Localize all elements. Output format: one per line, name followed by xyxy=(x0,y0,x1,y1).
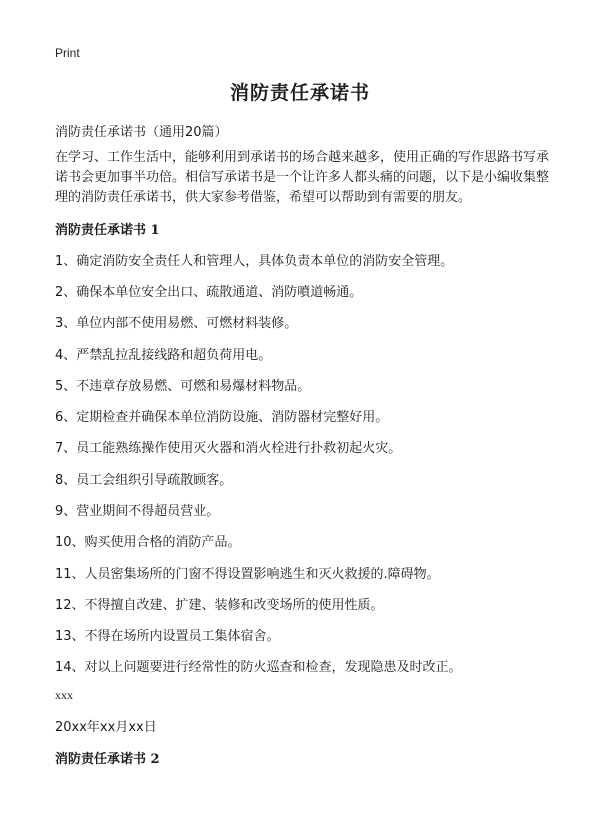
list-item: 2、确保本单位安全出口、疏散通道、消防噴道畅通。 xyxy=(55,285,363,300)
document-title: 消防责任承诺书 xyxy=(229,82,370,104)
document-subtitle: 消防责任承诺书（通用20篇） xyxy=(55,125,228,140)
list-item: 6、定期检查并确保本单位消防设施、消防器材完整好用。 xyxy=(55,410,389,425)
list-item: 10、购买使用合格的消防产品。 xyxy=(55,535,241,550)
intro-paragraph: 在学习、工作生活中，能够利用到承诺书的场合越来越多，使用正确的写作思路书写承诺书会更加事半功倍。相信写承诺书是一个让许多人都头痛的问题，以下是小编收集整理的消防责任承诺书，供大家参考借鉴，希望可以帮助到有需要的朋友。 xyxy=(55,150,550,205)
list-item: 13、不得在场所内设置员工集体宿舍。 xyxy=(55,629,280,644)
list-item: 14、对以上问题要进行经常性的防火巡查和检查，发现隐患及时改正。 xyxy=(55,660,462,675)
list-item: 8、员工会组织引导疏散顾客。 xyxy=(55,473,233,488)
list-item: 3、单位内部不使用易燃、可燃材料装修。 xyxy=(55,316,298,331)
list-item: 4、严禁乱拉乱接线路和超负荷用电。 xyxy=(55,348,272,363)
section-heading-1: 消防责任承诺书 1 xyxy=(55,223,160,238)
section-heading-2: 消防责任承诺书 2 xyxy=(55,752,160,767)
list-item: 9、营业期间不得超员营业。 xyxy=(55,504,220,519)
list-item: 1、确定消防安全责任人和管理人，具体负责本单位的消防安全管理。 xyxy=(55,254,454,269)
print-link[interactable]: Print xyxy=(55,46,80,60)
date: 20xx年xx月xx日 xyxy=(55,720,157,735)
list-item: 12、不得擅自改建、扩建、装修和改变场所的使用性质。 xyxy=(55,598,384,613)
list-item: 11、人员密集场所的门窗不得设置影响逃生和灭火救援的.障碍物。 xyxy=(55,567,440,582)
signature: xxx xyxy=(55,688,73,702)
list-item: 7、员工能熟练操作使用灭火器和消火栓进行扑救初起火灾。 xyxy=(55,441,402,456)
list-item: 5、不违章存放易燃、可燃和易爆材料物品。 xyxy=(55,379,311,394)
